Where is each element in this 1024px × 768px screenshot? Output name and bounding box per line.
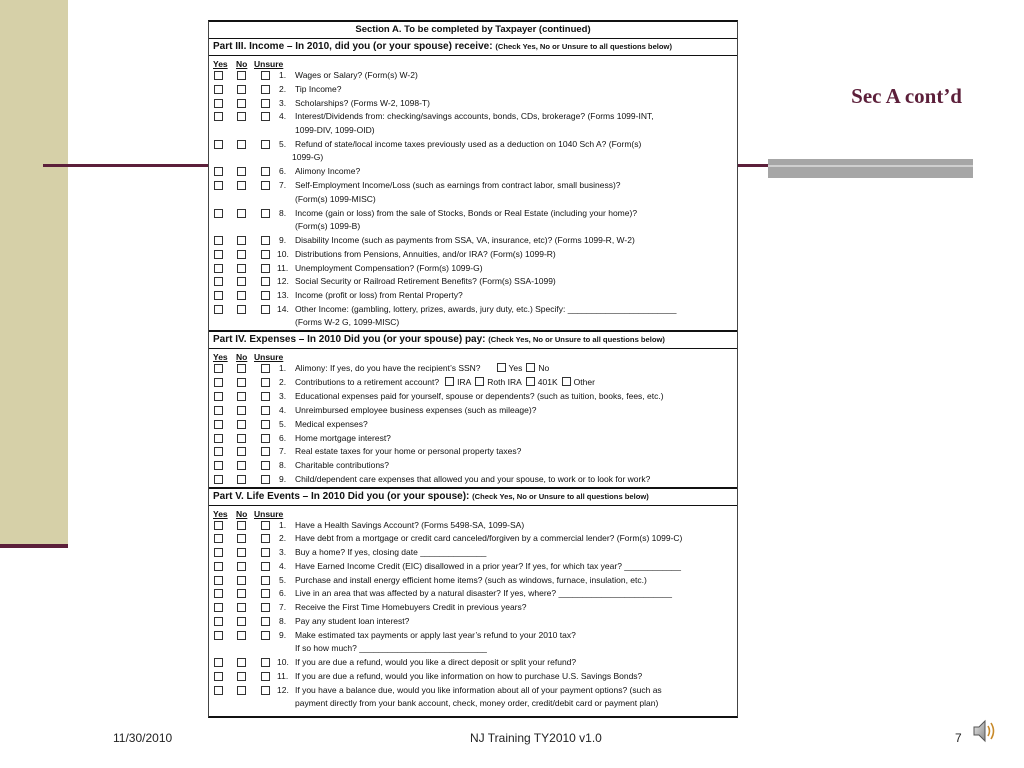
- no-checkbox[interactable]: [237, 521, 246, 530]
- question-number: 6.: [279, 166, 287, 177]
- no-checkbox[interactable]: [237, 236, 246, 245]
- unsure-checkbox[interactable]: [261, 672, 270, 681]
- question-number: 3.: [279, 547, 287, 557]
- question-number: 1.: [279, 519, 287, 530]
- unsure-checkbox[interactable]: [261, 603, 270, 612]
- question-number: 1.: [279, 70, 287, 80]
- yes-checkbox[interactable]: [214, 305, 223, 314]
- question-row: [209, 418, 737, 432]
- question-row: [209, 560, 737, 574]
- question-row: [209, 303, 737, 331]
- part3-question-list: [209, 69, 737, 330]
- no-checkbox[interactable]: [237, 406, 246, 415]
- yes-checkbox[interactable]: [214, 406, 223, 415]
- ira-label: IRA: [457, 377, 472, 388]
- yes-checkbox[interactable]: [214, 277, 223, 286]
- question-text: Self-Employment Income/Loss (such as earnings from contract labor, small business)?: [295, 180, 621, 190]
- retirement-question: Contributions to a retirement account?: [295, 377, 440, 388]
- question-number: 14.: [277, 303, 289, 314]
- question-text: Pay any student loan interest?: [295, 615, 410, 626]
- no-checkbox[interactable]: [237, 617, 246, 626]
- question-text: Other Income: (gambling, lottery, prizes, awards, jury duty, etc.) Specify: _______________________: [295, 303, 677, 314]
- no-checkbox[interactable]: [237, 447, 246, 456]
- question-number: 11.: [277, 670, 289, 681]
- question-row: [209, 390, 737, 404]
- yes-checkbox[interactable]: [214, 461, 223, 470]
- no-checkbox[interactable]: [237, 71, 246, 80]
- question-row: [209, 362, 737, 376]
- question-row: [209, 445, 737, 459]
- question-text: Disability Income (such as payments from SSA, VA, insurance, etc)? (Forms 1099-R, W-2): [295, 235, 635, 245]
- no-checkbox[interactable]: [237, 209, 246, 218]
- no-checkbox[interactable]: [237, 364, 246, 373]
- no-checkbox[interactable]: [237, 420, 246, 429]
- question-row: [209, 234, 737, 248]
- no-checkbox[interactable]: [237, 264, 246, 273]
- question-row: [209, 179, 737, 207]
- yes-checkbox[interactable]: [214, 672, 223, 681]
- no-checkbox[interactable]: [237, 181, 246, 190]
- footer-date: 11/30/2010: [113, 731, 173, 745]
- no-checkbox[interactable]: [237, 434, 246, 443]
- question-text: Income (gain or loss) from the sale of Stocks, Bonds or Real Estate (including your home)?: [295, 207, 638, 218]
- question-text: Unemployment Compensation? (Form(s) 1099-G): [295, 262, 483, 273]
- speaker-icon[interactable]: [972, 716, 998, 746]
- question-text: Home mortgage interest?: [295, 432, 391, 443]
- left-bar-underline: [0, 544, 68, 548]
- yes-checkbox[interactable]: [214, 250, 223, 259]
- col-yes: Yes: [213, 352, 228, 363]
- question-number: 13.: [277, 290, 289, 300]
- question-text-continued: If so how much? ___________________________: [295, 643, 487, 653]
- question-text: If you have a balance due, would you like information about all of your payment options? (such as: [295, 684, 662, 695]
- question-row: [209, 207, 737, 235]
- part5-question-list: [209, 519, 737, 712]
- question-number: 5.: [279, 574, 287, 585]
- question-text-continued: (Form(s) 1099-MISC): [295, 193, 376, 204]
- no-checkbox[interactable]: [237, 305, 246, 314]
- unsure-checkbox[interactable]: [261, 521, 270, 530]
- yes-checkbox[interactable]: [214, 71, 223, 80]
- yes-checkbox[interactable]: [214, 420, 223, 429]
- divider-left: [43, 164, 209, 167]
- question-text: Have Earned Income Credit (EIC) disallowed in a prior year? If yes, for which tax year? ____________: [295, 560, 682, 571]
- question-text: [295, 363, 549, 373]
- question-row: [209, 601, 737, 615]
- question-number: 12.: [277, 276, 289, 287]
- question-number: 4.: [279, 560, 287, 571]
- yes-checkbox[interactable]: [214, 603, 223, 612]
- question-row: [209, 376, 737, 390]
- question-number: 4.: [279, 111, 287, 122]
- question-text: Unreimbursed employee business expenses (such as mileage)?: [295, 405, 537, 415]
- part5-header: [209, 487, 737, 506]
- no-checkbox[interactable]: [237, 686, 246, 695]
- footer-title: NJ Training TY2010 v1.0: [470, 731, 602, 745]
- unsure-checkbox[interactable]: [261, 71, 270, 80]
- alimony-question: Alimony: If yes, do you have the recipient’s SSN?: [295, 363, 481, 374]
- question-number: 12.: [277, 684, 289, 695]
- no-checkbox[interactable]: [237, 112, 246, 121]
- question-row: [209, 473, 737, 487]
- unsure-checkbox[interactable]: [261, 686, 270, 695]
- question-row: [209, 532, 737, 546]
- ira-checkbox[interactable]: [445, 377, 454, 386]
- question-text-continued: 1099-DIV, 1099-OID): [295, 124, 375, 135]
- question-text-continued: payment directly from your bank account, check, money order, credit/debit card or payment plan): [295, 698, 659, 708]
- col-no: No: [236, 508, 248, 519]
- unsure-checkbox[interactable]: [261, 112, 270, 121]
- question-text: Tip Income?: [295, 83, 342, 94]
- question-number: 11.: [277, 262, 289, 273]
- question-row: [209, 432, 737, 446]
- question-row: [209, 459, 737, 473]
- question-text: Child/dependent care expenses that allowed you and your spouse, to work or to look for work?: [295, 473, 651, 484]
- yes-checkbox[interactable]: [214, 447, 223, 456]
- question-number: 10.: [277, 248, 289, 259]
- unsure-checkbox[interactable]: [261, 447, 270, 456]
- roth-ira-label: Roth IRA: [487, 377, 522, 388]
- part4-note: (Check Yes, No or Unsure to all questions below): [488, 335, 665, 345]
- ssn-no-checkbox[interactable]: [526, 363, 535, 372]
- question-row: [209, 248, 737, 262]
- question-row: [209, 165, 737, 179]
- col-no: No: [236, 352, 248, 363]
- unsure-checkbox[interactable]: [261, 236, 270, 245]
- question-row: [209, 615, 737, 629]
- question-row: [209, 587, 737, 601]
- unsure-checkbox[interactable]: [261, 658, 270, 667]
- yes-checkbox[interactable]: [214, 167, 223, 176]
- col-unsure: Unsure: [254, 59, 284, 69]
- unsure-checkbox[interactable]: [261, 378, 270, 387]
- yes-checkbox[interactable]: [214, 576, 223, 585]
- other-checkbox[interactable]: [562, 377, 571, 386]
- unsure-checkbox[interactable]: [261, 291, 270, 300]
- question-row: [209, 670, 737, 684]
- question-number: 5.: [279, 138, 287, 149]
- no-checkbox[interactable]: [237, 475, 246, 484]
- question-number: 9.: [279, 473, 287, 484]
- part4-header: [209, 330, 737, 349]
- question-row: [209, 546, 737, 560]
- question-text: Educational expenses paid for yourself, spouse or dependents? (such as tuition, books, fees, etc.): [295, 391, 664, 402]
- col-yes: Yes: [213, 508, 228, 519]
- unsure-checkbox[interactable]: [261, 250, 270, 259]
- question-number: 10.: [277, 657, 289, 667]
- no-checkbox[interactable]: [237, 672, 246, 681]
- no-checkbox[interactable]: [237, 291, 246, 300]
- yes-checkbox[interactable]: [214, 181, 223, 190]
- question-text: Have debt from a mortgage or credit card canceled/forgiven by a commercial lender? (Form(s) 1099-C): [295, 533, 683, 544]
- ssn-yes-label: Yes: [508, 363, 523, 374]
- yes-checkbox[interactable]: [214, 99, 223, 108]
- unsure-checkbox[interactable]: [261, 576, 270, 585]
- question-row: [209, 289, 737, 303]
- question-text: Make estimated tax payments or apply last year’s refund to your 2010 tax?: [295, 629, 576, 640]
- no-checkbox[interactable]: [237, 167, 246, 176]
- ssn-no-label: No: [538, 363, 550, 374]
- unsure-checkbox[interactable]: [261, 140, 270, 149]
- unsure-checkbox[interactable]: [261, 181, 270, 190]
- question-row: [209, 262, 737, 276]
- yes-checkbox[interactable]: [214, 434, 223, 443]
- question-row: [209, 629, 737, 657]
- yes-checkbox[interactable]: [214, 378, 223, 387]
- part5-note: (Check Yes, No or Unsure to all questions below): [472, 491, 649, 501]
- no-checkbox[interactable]: [237, 631, 246, 640]
- question-number: 9.: [279, 629, 287, 640]
- unsure-checkbox[interactable]: [261, 420, 270, 429]
- unsure-checkbox[interactable]: [261, 475, 270, 484]
- col-yes: Yes: [213, 59, 228, 69]
- unsure-checkbox[interactable]: [261, 434, 270, 443]
- no-checkbox[interactable]: [237, 603, 246, 612]
- yes-checkbox[interactable]: [214, 686, 223, 695]
- yes-checkbox[interactable]: [214, 631, 223, 640]
- question-text: Medical expenses?: [295, 418, 368, 429]
- no-checkbox[interactable]: [237, 277, 246, 286]
- no-checkbox[interactable]: [237, 534, 246, 543]
- part4-column-headers: [209, 349, 737, 362]
- question-text-continued: 1099-G): [292, 152, 324, 163]
- no-checkbox[interactable]: [237, 140, 246, 149]
- part3-column-headers: [209, 56, 737, 69]
- question-text: Social Security or Railroad Retirement Benefits? (Form(s) SSA-1099): [295, 276, 556, 287]
- question-text: Wages or Salary? (Form(s) W-2): [295, 70, 418, 80]
- yes-checkbox[interactable]: [214, 112, 223, 121]
- question-number: 1.: [279, 363, 287, 374]
- unsure-checkbox[interactable]: [261, 548, 270, 557]
- question-text: Interest/Dividends from: checking/savings accounts, bonds, CDs, brokerage? (Forms 1099-INT,: [295, 111, 654, 122]
- unsure-checkbox[interactable]: [261, 617, 270, 626]
- unsure-checkbox[interactable]: [261, 167, 270, 176]
- yes-checkbox[interactable]: [214, 521, 223, 530]
- roth-ira-checkbox[interactable]: [475, 377, 484, 386]
- question-text: If you are due a refund, would you like information on how to purchase U.S. Savings Bonds?: [295, 670, 643, 681]
- question-row: [209, 69, 737, 83]
- col-unsure: Unsure: [254, 508, 284, 519]
- section-header: Section A. To be completed by Taxpayer (continued): [209, 22, 737, 39]
- question-number: 8.: [279, 460, 287, 470]
- unsure-checkbox[interactable]: [261, 392, 270, 401]
- question-text: Charitable contributions?: [295, 460, 390, 470]
- question-number: 8.: [279, 615, 287, 626]
- question-row: [209, 83, 737, 97]
- 401k-checkbox[interactable]: [526, 377, 535, 386]
- col-unsure: Unsure: [254, 352, 284, 363]
- question-number: 2.: [279, 377, 287, 388]
- part4-question-list: [209, 362, 737, 486]
- yes-checkbox[interactable]: [214, 291, 223, 300]
- question-text: Income (profit or loss) from Rental Property?: [295, 290, 463, 300]
- yes-checkbox[interactable]: [214, 85, 223, 94]
- question-row: [209, 519, 737, 533]
- no-checkbox[interactable]: [237, 576, 246, 585]
- part5-column-headers: [209, 506, 737, 519]
- left-decorative-bar: [0, 0, 68, 547]
- question-text: If you are due a refund, would you like a direct deposit or split your refund?: [295, 657, 577, 667]
- slide-title: Sec A cont’d: [851, 84, 962, 108]
- question-number: 7.: [279, 180, 287, 190]
- question-number: 2.: [279, 533, 287, 544]
- question-row: [209, 97, 737, 111]
- question-row: [209, 275, 737, 289]
- other-label: Other: [573, 377, 595, 388]
- question-text: Purchase and install energy efficient home items? (such as windows, furnace, insulation, etc.): [295, 574, 647, 585]
- page-number: 7: [955, 731, 962, 745]
- no-checkbox[interactable]: [237, 85, 246, 94]
- question-row: [209, 138, 737, 166]
- no-checkbox[interactable]: [237, 250, 246, 259]
- question-row: [209, 684, 737, 712]
- divider-right: [736, 164, 772, 167]
- question-text: Alimony Income?: [295, 166, 361, 177]
- no-checkbox[interactable]: [237, 589, 246, 598]
- part4-title: Part IV. Expenses – In 2010 Did you (or your spouse) pay:: [213, 334, 486, 346]
- unsure-checkbox[interactable]: [261, 99, 270, 108]
- question-number: 3.: [279, 97, 287, 108]
- yes-checkbox[interactable]: [214, 392, 223, 401]
- no-checkbox[interactable]: [237, 99, 246, 108]
- yes-checkbox[interactable]: [214, 617, 223, 626]
- yes-checkbox[interactable]: [214, 209, 223, 218]
- decorative-grey-bar: [768, 159, 973, 178]
- unsure-checkbox[interactable]: [261, 589, 270, 598]
- no-checkbox[interactable]: [237, 461, 246, 470]
- question-number: 9.: [279, 235, 287, 245]
- part3-title: Part III. Income – In 2010, did you (or your spouse) receive:: [213, 41, 493, 52]
- part3-header: [209, 39, 737, 56]
- yes-checkbox[interactable]: [214, 140, 223, 149]
- yes-checkbox[interactable]: [214, 589, 223, 598]
- no-checkbox[interactable]: [237, 378, 246, 387]
- tax-intake-form: [208, 20, 738, 718]
- question-row: [209, 404, 737, 418]
- question-number: 8.: [279, 207, 287, 218]
- no-checkbox[interactable]: [237, 392, 246, 401]
- question-text: Distributions from Pensions, Annuities, and/or IRA? (Form(s) 1099-R): [295, 248, 556, 259]
- unsure-checkbox[interactable]: [261, 209, 270, 218]
- question-text: Buy a home? If yes, closing date ______________: [295, 547, 487, 557]
- yes-checkbox[interactable]: [214, 236, 223, 245]
- col-no: No: [236, 59, 248, 69]
- yes-checkbox[interactable]: [214, 534, 223, 543]
- ssn-yes-checkbox[interactable]: [497, 363, 506, 372]
- unsure-checkbox[interactable]: [261, 631, 270, 640]
- unsure-checkbox[interactable]: [261, 562, 270, 571]
- unsure-checkbox[interactable]: [261, 364, 270, 373]
- unsure-checkbox[interactable]: [261, 277, 270, 286]
- yes-checkbox[interactable]: [214, 364, 223, 373]
- yes-checkbox[interactable]: [214, 475, 223, 484]
- question-row: [209, 574, 737, 588]
- question-text: Refund of state/local income taxes previously used as a deduction on 1040 Sch A? (Form(s): [295, 138, 642, 149]
- question-row: [209, 656, 737, 670]
- yes-checkbox[interactable]: [214, 562, 223, 571]
- question-number: 7.: [279, 602, 287, 612]
- yes-checkbox[interactable]: [214, 264, 223, 273]
- question-text-continued: (Forms W-2 G, 1099-MISC): [295, 317, 400, 328]
- question-text: Scholarships? (Forms W-2, 1098-T): [295, 97, 430, 108]
- unsure-checkbox[interactable]: [261, 264, 270, 273]
- question-number: 7.: [279, 446, 287, 457]
- question-number: 6.: [279, 588, 287, 599]
- question-text: Real estate taxes for your home or personal property taxes?: [295, 446, 522, 457]
- no-checkbox[interactable]: [237, 658, 246, 667]
- no-checkbox[interactable]: [237, 562, 246, 571]
- 401k-label: 401K: [537, 377, 558, 388]
- question-number: 5.: [279, 418, 287, 429]
- question-number: 4.: [279, 405, 287, 415]
- no-checkbox[interactable]: [237, 548, 246, 557]
- unsure-checkbox[interactable]: [261, 305, 270, 314]
- question-text: [295, 377, 595, 387]
- unsure-checkbox[interactable]: [261, 461, 270, 470]
- question-row: [209, 110, 737, 138]
- question-text: Live in an area that was affected by a natural disaster? If yes, where? ________________________: [295, 588, 672, 599]
- question-text: Have a Health Savings Account? (Forms 5498-SA, 1099-SA): [295, 519, 525, 530]
- question-text-continued: (Form(s) 1099-B): [295, 221, 361, 231]
- unsure-checkbox[interactable]: [261, 534, 270, 543]
- unsure-checkbox[interactable]: [261, 406, 270, 415]
- question-text: Receive the First Time Homebuyers Credit in previous years?: [295, 602, 527, 612]
- question-number: 6.: [279, 432, 287, 443]
- yes-checkbox[interactable]: [214, 548, 223, 557]
- question-number: 2.: [279, 83, 287, 94]
- part3-note: (Check Yes, No or Unsure to all questions below): [495, 42, 672, 51]
- unsure-checkbox[interactable]: [261, 85, 270, 94]
- question-number: 3.: [279, 391, 287, 402]
- yes-checkbox[interactable]: [214, 658, 223, 667]
- part5-title: Part V. Life Events – In 2010 Did you (or your spouse):: [213, 490, 470, 502]
